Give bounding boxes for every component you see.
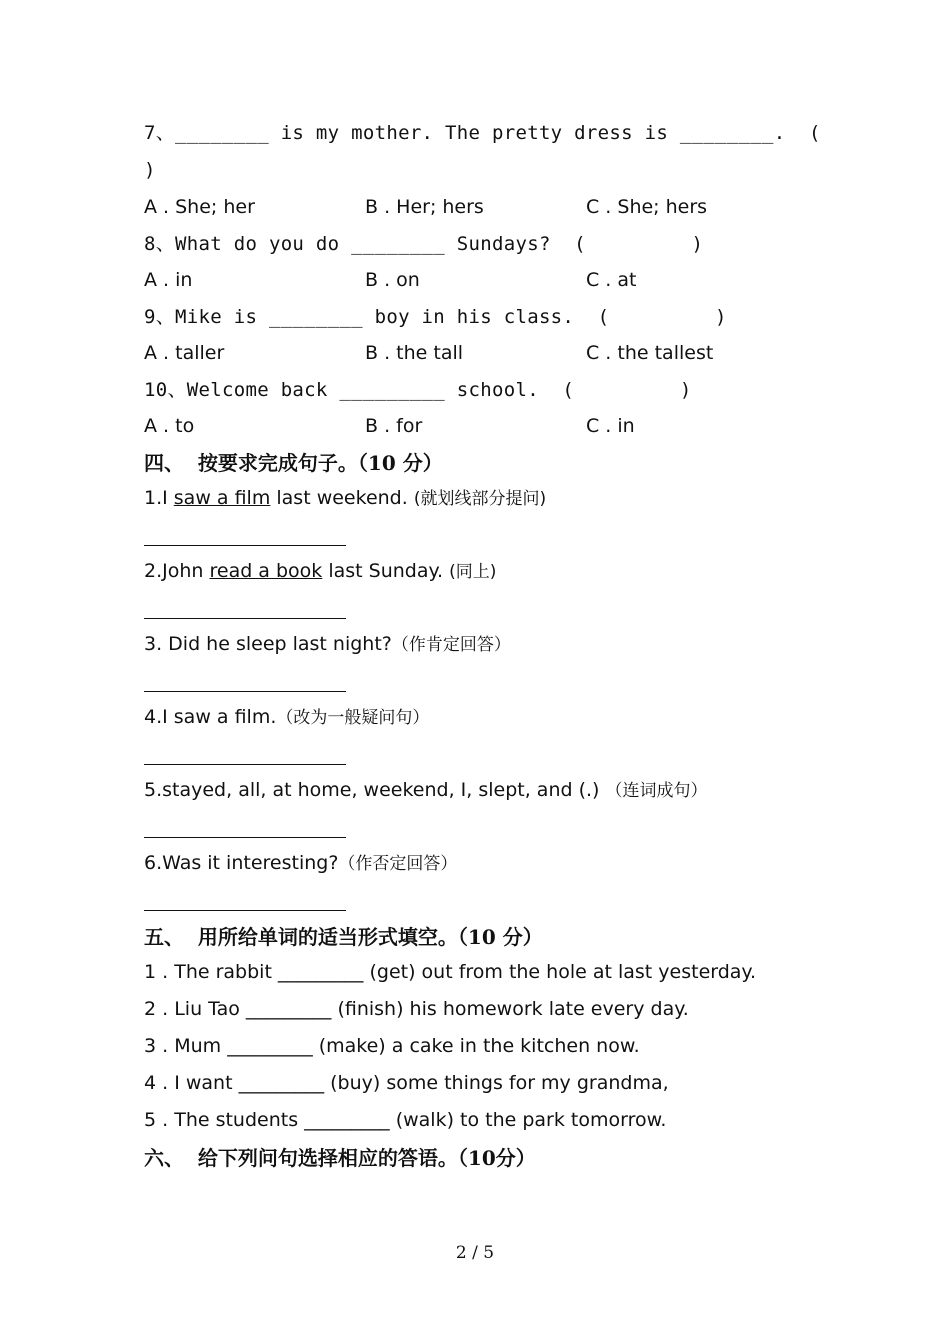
- question-7-stem-cont: ): [144, 159, 156, 181]
- s4-q2-instruction: (同上): [449, 562, 497, 582]
- s4-q2-answer-line[interactable]: [144, 618, 346, 619]
- question-10-option-c: C . in: [586, 415, 635, 437]
- section-6-title: 六、 给下列问句选择相应的答语。（10分）: [144, 1146, 536, 1170]
- s4-question-4: 4.I saw a film.（改为一般疑问句）: [144, 706, 430, 728]
- section-4-title: 四、 按要求完成句子。（10 分）: [144, 451, 443, 475]
- s4-question-6: 6.Was it interesting?（作否定回答）: [144, 852, 458, 874]
- s5-item-5: 5 . The students _________ (walk) to the park tomorrow.: [144, 1109, 667, 1131]
- question-8-option-b: B . on: [365, 269, 420, 291]
- s5-item-1: 1 . The rabbit _________ (get) out from the hole at last yesterday.: [144, 961, 757, 983]
- s4-q1-answer-line[interactable]: [144, 545, 346, 546]
- question-7-option-a: A . She; her: [144, 196, 255, 218]
- s4-q2-underlined-phrase: read a book: [209, 560, 323, 582]
- s4-q1-underlined-phrase: saw a film: [173, 487, 271, 509]
- s4-q6-instruction: （作否定回答）: [338, 854, 458, 874]
- question-10-option-a: A . to: [144, 415, 195, 437]
- question-10-stem: 10、Welcome back _________ school. ( ): [144, 379, 692, 401]
- s5-item-2: 2 . Liu Tao _________ (finish) his homework late every day.: [144, 998, 689, 1020]
- s4-question-1: 1.I saw a film last weekend. (就划线部分提问): [144, 487, 547, 509]
- section-5-title: 五、 用所给单词的适当形式填空。（10 分）: [144, 925, 543, 949]
- question-8-option-a: A . in: [144, 269, 193, 291]
- s4-q4-instruction: （改为一般疑问句）: [276, 708, 430, 728]
- s4-question-5: 5.stayed, all, at home, weekend, I, slept, and (.) （连词成句）: [144, 779, 708, 801]
- question-7-option-c: C . She; hers: [586, 196, 708, 218]
- question-7-option-b: B . Her; hers: [365, 196, 484, 218]
- s5-item-4: 4 . I want _________ (buy) some things for my grandma,: [144, 1072, 669, 1094]
- question-9-stem: 9、Mike is ________ boy in his class. ( ): [144, 306, 727, 328]
- question-9-option-a: A . taller: [144, 342, 225, 364]
- question-9-option-c: C . the tallest: [586, 342, 714, 364]
- s4-q3-answer-line[interactable]: [144, 691, 346, 692]
- s4-question-2: 2.John read a book last Sunday. (同上): [144, 560, 497, 582]
- question-8-stem: 8、What do you do ________ Sundays? ( ): [144, 233, 704, 255]
- question-10-option-b: B . for: [365, 415, 423, 437]
- question-7-stem: 7、________ is my mother. The pretty dress is ________. (: [144, 122, 821, 144]
- s4-q5-instruction: （连词成句）: [605, 781, 708, 801]
- s4-q1-instruction: (就划线部分提问): [413, 489, 547, 509]
- s5-item-3: 3 . Mum _________ (make) a cake in the kitchen now.: [144, 1035, 640, 1057]
- s4-q5-answer-line[interactable]: [144, 837, 346, 838]
- page-number: 2 / 5: [455, 1243, 495, 1263]
- s4-q4-answer-line[interactable]: [144, 764, 346, 765]
- question-8-option-c: C . at: [586, 269, 637, 291]
- s4-q3-instruction: （作肯定回答）: [391, 635, 511, 655]
- question-9-option-b: B . the tall: [365, 342, 464, 364]
- s4-q6-answer-line[interactable]: [144, 910, 346, 911]
- s4-question-3: 3. Did he sleep last night?（作肯定回答）: [144, 633, 511, 655]
